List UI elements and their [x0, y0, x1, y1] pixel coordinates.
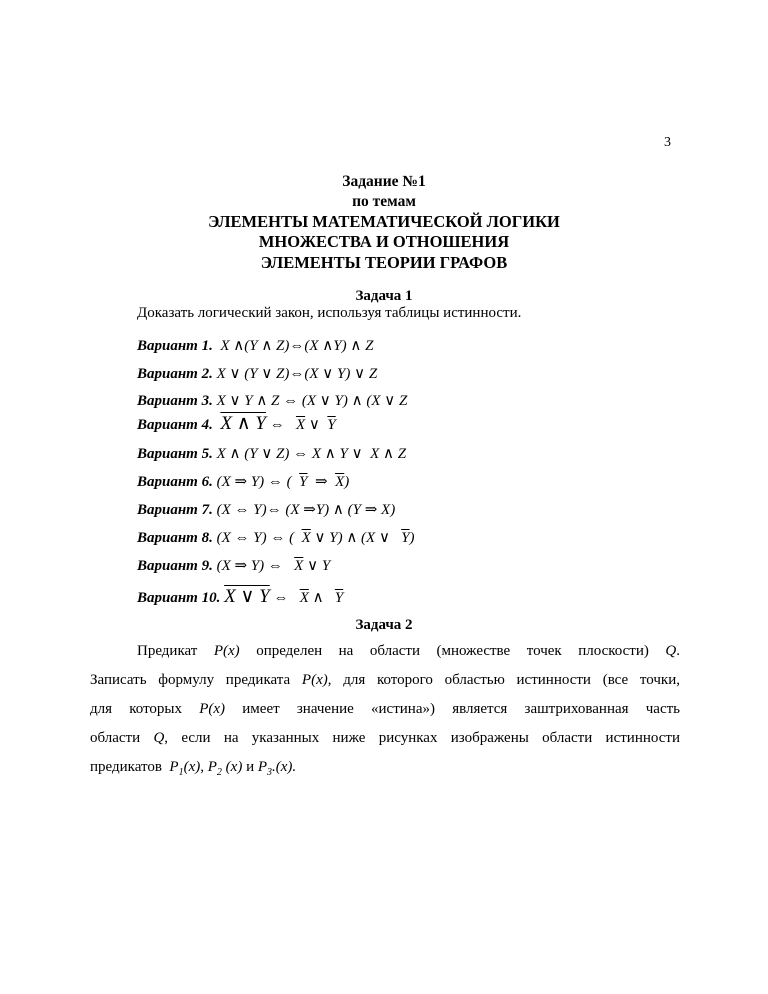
variant-formula: (X ⇔ Y) ⇔ ( $\overline{X}$ ∨ Y) ∧ (X ∨ $\overline{Y}$): [216, 530, 415, 546]
variant-10: [137, 588, 343, 607]
variant-formula: X ∨ (Y ∨ Z)⇔(X ∨ Y) ∨ Z: [216, 366, 378, 382]
task2-line-2: Записать формулу предиката P(x), для которого областью истинности (все точки,: [90, 672, 680, 688]
variant-label: Вариант 3.: [137, 393, 213, 409]
variant-formula: X ∧ (Y ∨ Z) ⇔ X ∧ Y ∨ X ∧ Z: [216, 446, 407, 462]
variant-4: [137, 415, 336, 434]
variant-formula: (X ⇒ Y) ⇔ $\overline{X}$ ∨ Y: [216, 558, 331, 574]
variant-label: Вариант 1.: [137, 338, 213, 354]
variant-label: Вариант 10.: [137, 590, 221, 606]
topic-3: ЭЛЕМЕНТЫ ТЕОРИИ ГРАФОВ: [260, 253, 508, 272]
variant-label: Вариант 2.: [137, 366, 213, 382]
task2-line-3: для которых P(x) имеет значение «истина») является заштрихованная часть: [90, 701, 681, 717]
variant-1: [137, 337, 373, 355]
task1-title: Задача 1: [355, 288, 413, 304]
variant-label: Вариант 6.: [137, 474, 213, 490]
variant-label: Вариант 9.: [137, 558, 213, 574]
variant-3: [137, 392, 407, 410]
variant-formula: X ∨ Y ∧ Z ⇔ (X ∨ Y) ∧ (X ∨ Z: [216, 393, 408, 409]
task2-line-4: области Q, если на указанных ниже рисунках изображены области истинности: [90, 730, 680, 746]
variant-label: Вариант 8.: [137, 530, 213, 546]
topic-2: МНОЖЕСТВА И ОТНОШЕНИЯ: [258, 232, 510, 251]
variant-7: [137, 501, 395, 519]
task2-line-1: Предикат P(x) определен на области (множестве точек плоскости) Q.: [137, 643, 680, 659]
variant-formula: X ∧ Y ⇔ $\overline{X}$ ∨ $\overline{Y}$: [220, 413, 336, 434]
task2-title: Задача 2: [355, 617, 413, 633]
assignment-subtitle: по темам: [352, 193, 416, 210]
page-number: 3: [664, 135, 671, 150]
topic-1: ЭЛЕМЕНТЫ МАТЕМАТИЧЕСКОЙ ЛОГИКИ: [208, 212, 560, 231]
variant-formula: (X ⇒ Y) ⇔ ( $\overline{Y}$ ⇒ $\overline{X}$): [216, 474, 350, 490]
variant-6: [137, 473, 349, 491]
variant-label: Вариант 5.: [137, 446, 213, 462]
variant-5: [137, 445, 406, 463]
variant-label: Вариант 7.: [137, 502, 213, 518]
variant-formula: X ∧(Y ∧ Z)⇔(X ∧Y) ∧ Z: [216, 338, 374, 354]
variant-2: [137, 365, 377, 383]
assignment-title: Задание №1: [342, 173, 426, 190]
task1-intro: Доказать логический закон, используя таблицы истинности.: [137, 305, 522, 321]
variant-label: Вариант 4.: [137, 417, 213, 433]
task2-line-5: предикатов $P_1(x)$, $P_2$ (x) и $P_3.(x)$.: [90, 759, 297, 778]
variant-8: [137, 529, 415, 547]
variant-formula: (X ⇔ Y)⇔ (X ⇒Y) ∧ (Y ⇒ X): [216, 502, 396, 518]
variant-9: [137, 557, 330, 575]
variant-formula: X ∨ Y ⇔ $\overline{X}$ ∧ $\overline{Y}$: [224, 586, 344, 607]
